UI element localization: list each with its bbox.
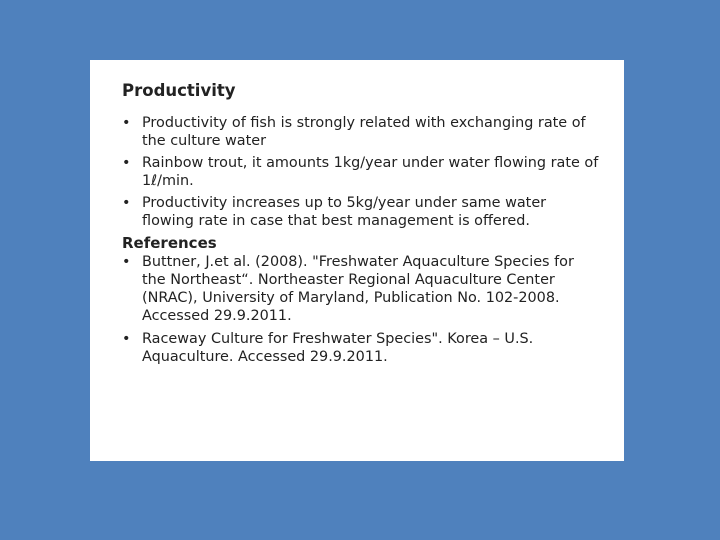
- productivity-bullet-list: [122, 114, 600, 230]
- bullet-dot: •: [122, 331, 131, 347]
- slide-content: [90, 60, 624, 461]
- references-list: [122, 253, 600, 366]
- reference-item: [122, 253, 600, 325]
- bullet-text: Rainbow trout, it amounts 1kg/year under water flowing rate of 1ℓ/min.: [142, 155, 599, 189]
- bullet-dot: •: [122, 115, 131, 131]
- bullet-dot: •: [122, 155, 131, 171]
- reference-text: Raceway Culture for Freshwater Species". Korea – U.S. Aquaculture. Accessed 29.9.2011.: [142, 331, 534, 365]
- bullet-item: [122, 114, 600, 150]
- bullet-text: Productivity of fish is strongly related with exchanging rate of the culture water: [142, 115, 586, 149]
- slide-title: Productivity: [122, 81, 236, 100]
- bullet-dot: •: [122, 195, 131, 211]
- bullet-dot: •: [122, 254, 131, 270]
- bullet-item: [122, 154, 600, 190]
- references-heading: References: [122, 234, 217, 252]
- bullet-text: Productivity increases up to 5kg/year under same water flowing rate in case that best management is offered.: [142, 195, 547, 229]
- reference-text: Buttner, J.et al. (2008). "Freshwater Aquaculture Species for the Northeast“. Northeaster Regional Aquaculture Center (NRAC), University of Maryland, Publication No. 102-2008. Accessed 29.9.2011.: [142, 254, 574, 324]
- reference-item: [122, 330, 600, 366]
- bullet-item: [122, 194, 600, 230]
